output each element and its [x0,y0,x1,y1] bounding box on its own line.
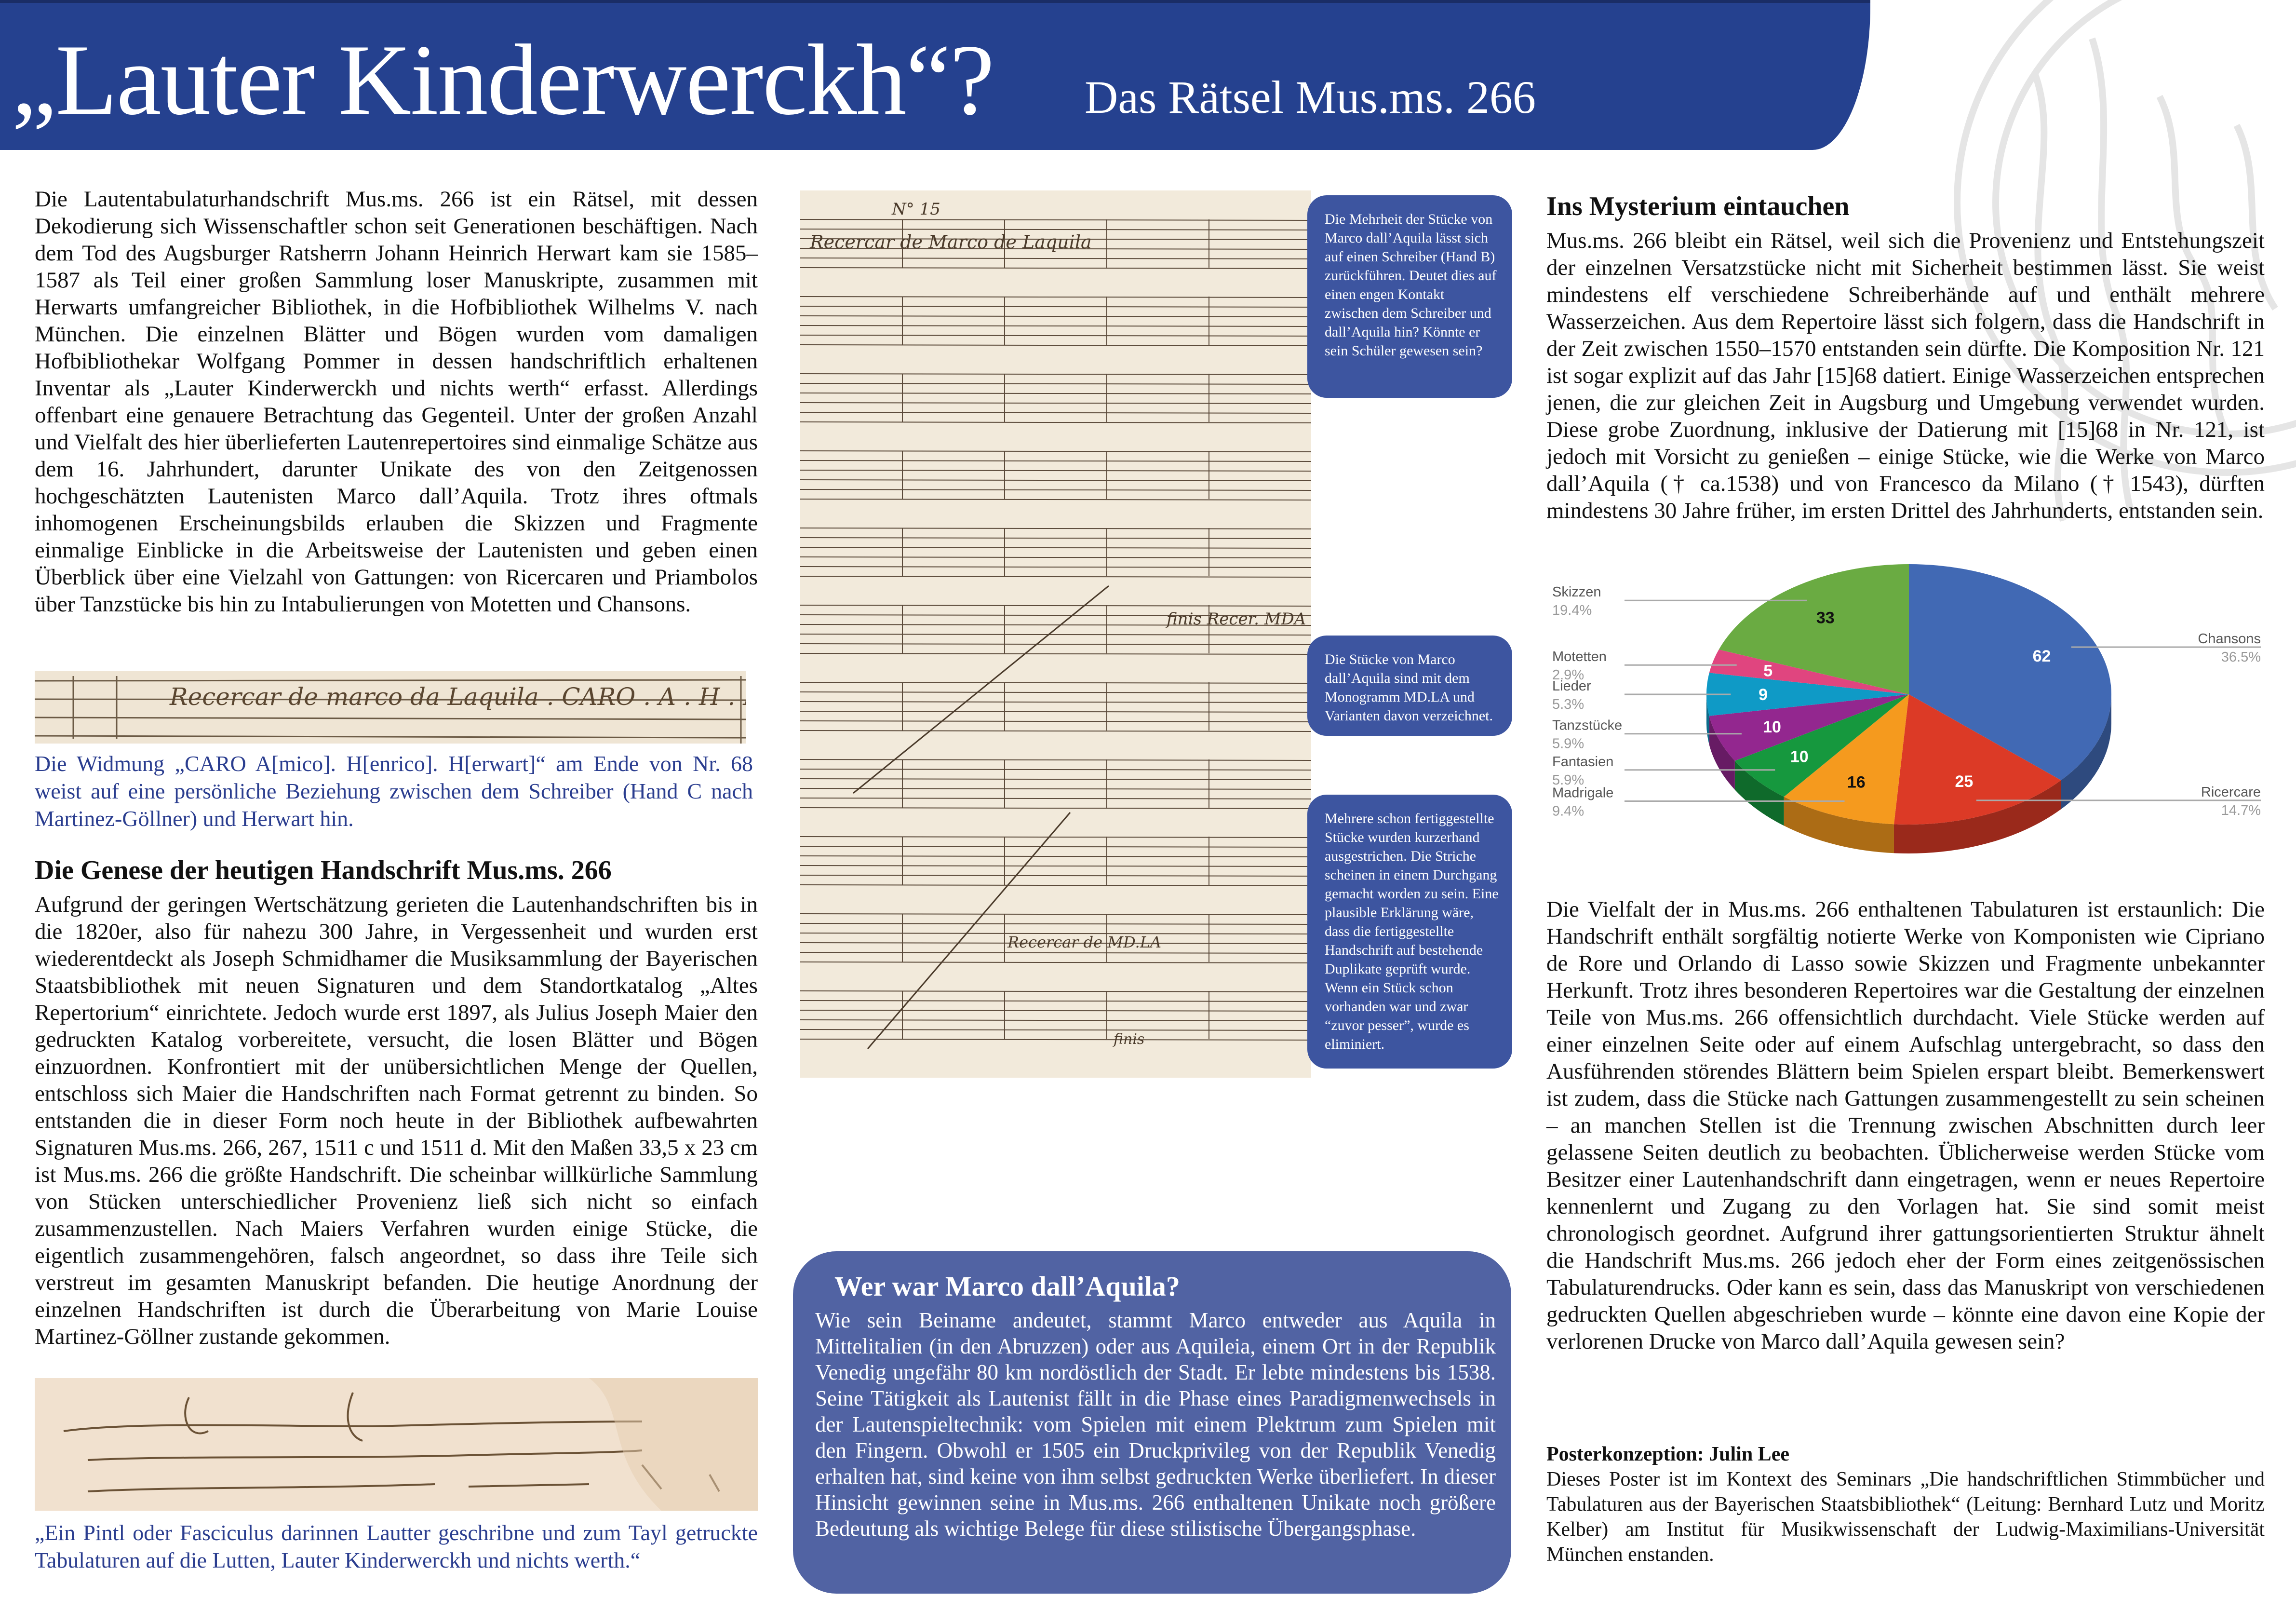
staff-line [800,1039,1311,1040]
manuscript-heading-text: Recercar de Marco de Laquila [810,231,1092,253]
mysterium-paragraph: Mus.ms. 266 bleibt ein Rätsel, weil sich die Provenienz und Entstehungszeit der einzelnen Versatzstücke nicht mit Sicherheit bestimmen lässt. Sie weist mindestens elf verschiedene Schreiberhände auf und enthält mehrere Wasserzeichen. Aus dem Repertoire lässt sich folgern, dass die Handschrift in der Zeit zwischen 1550–1570 entstanden sein dürfte. Die Komposition Nr. 121 ist sogar explizit auf das Jahr [15]68 datiert. Einige Wasserzeichen entsprechen jenen, die zur gleichen Zeit in Augsburg und Umgebung verwendet wurden. Diese grobe Zuordnung, inklusive der Datierung mit [15]68 in Nr. 121, ist jedoch mit Vorsicht zu genießen – einige Stücke, wie die Werke von Marco dall’Aquila († ca.1538) und von Francesco da Milano († 1543), dürften mindestens 30 Jahre früher, im ersten Drittel des Jahrhunderts, entstanden sein. [1546,228,2265,523]
pie-category-label: Chansons [2198,631,2261,647]
callout-hand-b: Die Mehrheit der Stücke von Marco dall’Aquila lässt sich auf einen Schreiber (Hand B) zurückführen. Deutet dies auf einen engen Kontakt zwischen dem Schreiber und dall’Aquila hin? Könnte er sein Schüler gewesen sein? [1307,195,1512,398]
staff-line [800,325,1311,326]
staff-line [800,576,1311,577]
staff-line [800,721,1311,722]
pie-value-label: 10 [1763,717,1781,736]
staff-line [800,258,1311,259]
staff-line [800,219,1311,220]
inventory-manuscript-image [35,1378,758,1511]
poster-title: „Lauter Kinderwerckh“? [12,24,994,136]
staff-line [800,837,1311,838]
staff-line [800,759,1311,760]
intro-paragraph: Die Lautentabulaturhandschrift Mus.ms. 266 ist ein Rätsel, mit dessen Dekodierung sich Wissenschaftler schon seit Generationen beschäftigen. Nach dem Tod des Augsburger Ratsherrn Johann Heinrich Herwart kam sie 1585–1587 als Teil einer großen Sammlung loser Manuskripte, zusammen mit Herwarts umfangreicher Bibliothek, in die Hofbibliothek Wilhelms V. nach München. Die einzelnen Blätter und Bögen wurden vom damaligen Hofbibliothekar Wolfgang Pommer in dessen handschriftlich erhaltenen Inventar als „Lauter Kinderwerckh und nichts werth“ erfasst. Allerdings offenbart eine genauere Betrachtung das Gegenteil. Unter der großen Anzahl und Vielfalt des hier überlieferten Lautenrepertoires sind einmalige Schätze aus dem 16. Jahrhundert, darunter Unikate des von den Zeitgenossen hochgeschätzten Lautenisten Marco dall’Aquila. Trotz ihres oftmals inhomogenen Erscheinungsbilds erlauben die Skizzen und Fragmente einmalige Einblicke in die Arbeitsweise der Lautenisten und geben einen Überblick über eine Vielzahl von Gattungen: von Ricercaren und Priambolos über Tanzstücke bis hin zu Intabulierungen von Motetten und Chansons. [35,187,758,617]
staff-line [800,885,1311,886]
staff-line [800,856,1311,857]
lute-tablature-manuscript-image [800,190,1311,1078]
mysterium-section [1546,190,2265,524]
pie-category-label: Lieder [1552,678,1591,694]
staff-line [800,335,1311,336]
staff-line [800,567,1311,568]
pie-value-label: 5 [1763,662,1773,680]
pie-percent-label: 36.5% [2221,650,2261,665]
callout-monogram: Die Stücke von Marco dall’Aquila sind mit dem Monogramm MD.LA und Varianten davon verzeichnet. [1307,636,1512,736]
staff-line [800,316,1311,317]
staff-line [800,229,1311,230]
intro-section [35,186,758,618]
staff-line [800,914,1311,915]
staff-line [800,345,1311,346]
pie-percent-label: 9.4% [1552,803,1584,819]
staff-line [800,412,1311,413]
dedication-manuscript-image [35,671,746,744]
pie-percent-label: 5.9% [1552,736,1584,752]
staff-line [800,403,1311,404]
staff-line [800,374,1311,375]
dedication-line-text: Recercar de marco da Laquila . CARO . A . H . HE [170,683,746,711]
pie-category-label: Madrigale [1552,785,1614,801]
marco-dallaquila-box [793,1251,1511,1594]
staff-line [800,489,1311,490]
genre-pie-chart [1538,555,2280,868]
staff-line [800,702,1311,703]
pie-category-label: Fantasien [1552,754,1614,770]
staff-line [800,875,1311,876]
pie-category-label: Skizzen [1552,584,1601,600]
staff-line [800,470,1311,471]
staff-line [800,779,1311,780]
staff-line [800,605,1311,606]
staff-line [800,788,1311,789]
pie-value-label: 16 [1847,773,1866,792]
staff-line [800,692,1311,693]
pie-category-label: Tanzstücke [1552,717,1623,733]
staff-line [800,480,1311,481]
marco-heading: Wer war Marco dall’Aquila? [834,1271,1180,1302]
inventory-caption: „Ein Pintl oder Fasciculus darinnen Lautter geschribne und zum Tayl getruckte Tabulaturen auf die Lutten, Lauter Kinderwerckh und nichts werth.“ [35,1520,758,1572]
staff-line [800,393,1311,394]
staff-line [800,1020,1311,1021]
pie-value-label: 9 [1759,686,1768,704]
finis-mark: finis [1114,1031,1145,1048]
pie-percent-label: 14.7% [2221,802,2261,818]
pie-percent-label: 5.3% [1552,697,1584,712]
monogram-mdla-2: Recercar de MD.LA [1007,933,1162,951]
pie-category-label: Motetten [1552,649,1607,665]
staff-line [800,557,1311,558]
staff-line [800,1010,1311,1011]
mysterium-heading: Ins Mysterium eintauchen [1546,191,1850,221]
staff-line [800,808,1311,809]
title-banner [0,0,1870,150]
staff-line [800,547,1311,548]
staff-line [800,923,1311,924]
staff-line [800,499,1311,500]
monogram-mdla-1: finis Recer. MDA [1167,609,1306,629]
genese-paragraph: Aufgrund der geringen Wertschätzung gerieten die Lautenhandschriften bis in die 1820er, also für nahezu 300 Jahre, in Vergessenheit und wurden erst wiederentdeckt als Joseph Schmidhamer die Musiksammlung der Bayerischen Staatsbibliothek mit neuen Signaturen und dem Standortkatalog „Altes Repertorium“ einrichtete. Jedoch wurde erst 1897, als Julius Joseph Maier den gedruckten Katalog vorbereitete, versucht, die losen Blätter und Bögen einzuordnen. Konfrontiert mit der unübersichtlichen Menge der Quellen, entschloss sich Maier die Handschriften nach Format getrennt zu binden. So entstanden die in dieser Form noch heute in der Bibliothek aufbewahrten Signaturen Mus.ms. 266, 267, 1511 c und 1511 d. Mit den Maßen 33,5 x 23 cm ist Mus.ms. 266 die größte Handschrift. Die scheinbar willkürliche Sammlung von Stücken unterschiedlicher Provenienz ließ sich nicht so einfach zusammenzustellen. Nach Maiers Verfahren wurden einige Stücke, die eigentlich zusammengehören, falsch angeordnet, so dass ihre Teile sich verstreut im gesamten Manuskript befanden. Die heutige Anordnung der einzelnen Handschriften ist durch die Überarbeitung von Marie Louise Martinez-Göllner zustande gekommen. [35,892,758,1349]
staff-line [800,653,1311,654]
credits-paragraph: Dieses Poster ist im Kontext des Seminars „Die handschriftlichen Stimmbücher und Tabulaturen aus der Bayerischen Staatsbibliothek“ (Leitung: Bernhard Lutz und Moritz Kelber) am Institut für Musikwissenschaft der Ludwig-Maximilians-Universität München enstanden. [1546,1468,2265,1566]
marco-paragraph: Wie sein Beiname andeutet, stammt Marco entweder aus Aquila in Mittelitalien (in den Abruzzen) oder aus Aquileia, einem Ort in der Republik Venedig ungefähr 80 km nordöstlich der Stadt. Er lebte mindestens bis 1538. Seine Tätigkeit als Lautenist fällt in die Phase eines Paradigmenwechsels in der Lautenspieltechnik: vom Spielen mit einem Plektrum zum Spielen mit den Fingern. Obwohl er 1505 ein Druckprivileg von der Republik Venedig erhalten hat, sind keine von ihm selbst gedruckten Werke überliefert. In dieser Hinsicht gewinnen seine in Mus.ms. 266 enthaltenen Unikate noch größere Bedeutung als wichtige Belege für diese stilistische Übergangsphase. [815,1308,1496,1541]
pie-percent-label: 19.4% [1552,603,1592,619]
staff-line [800,952,1311,953]
pie-percent-label: 2.9% [1552,667,1584,683]
pie-value-label: 10 [1790,747,1809,766]
staff-line [800,268,1311,269]
staff-line [800,769,1311,770]
genese-section [35,854,758,1350]
poster-subtitle: Das Rätsel Mus.ms. 266 [1085,71,1536,123]
callout-struck-pieces: Mehrere schon fertiggestellte Stücke wurden kurzerhand ausgestrichen. Die Striche scheinen in einem Durchgang gemacht worden zu sein. Eine plausible Erklärung wäre, dass die fertiggestellte Handschrift auf bestehende Duplikate geprüft wurde. Wenn ein Stück schon vorhanden war und zwar “zuvor pesser”, wurde es eliminiert. [1307,795,1512,1069]
staff-line [800,383,1311,384]
pie-category-label: Ricercare [2201,784,2261,800]
staff-line [800,528,1311,529]
credits-section [1546,1442,2265,1567]
staff-line [800,991,1311,992]
staff-line [800,798,1311,799]
dedication-caption: Die Widmung „CARO A[mico]. H[enrico]. H[erwart]“ am Ende von Nr. 68 weist auf eine persönliche Beziehung zwischen dem Schreiber (Hand C nach Martinez-Göllner) und Herwart hin. [35,751,753,831]
pie-value-label: 25 [1955,772,1974,791]
staff-line [800,644,1311,645]
staff-line [800,460,1311,461]
pie-value-label: 62 [2032,647,2051,665]
genese-heading: Die Genese der heutigen Handschrift Mus.ms. 266 [35,855,612,885]
staff-line [800,451,1311,452]
staff-line [800,846,1311,847]
credits-heading: Posterkonzeption: Julin Lee [1546,1443,1789,1465]
vielfalt-paragraph: Die Vielfalt der in Mus.ms. 266 enthaltenen Tabulaturen ist erstaunlich: Die Handschrift enthält sorgfältig notierte Werke von Komponisten wie Cipriano de Rore und Orlando di Lasso sowie Skizzen und Fragmente unbekannter Herkunft. Trotz ihres besonderen Repertoires war die Gestaltung der einzelnen Teile von Mus.ms. 266 offensichtlich durchdacht. Viele Stücke werden auf einer einzelnen Seite oder auf einem Aufschlag untergebracht, so dass den Ausführenden störendes Blättern beim Spielen erspart bleibt. Bemerkenswert ist zudem, dass die Stücke nach Gattungen zusammengestellt zu sein scheinen – an manchen Stellen ist die Trennung zwischen Abschnitten durch leer gelassene Seiten deutlich zu beobachten. Üblicherweise werden Stücke vom Besitzer einer Lautenhandschrift dann eingetragen, wenn er neues Repertoire kennenlernt und Zugang zu den Vorlagen hat. Sie sind somit meist chronologisch geordnet. Aufgrund ihrer gattungsorientierten Struktur ähnelt die Handschrift Mus.ms. 266 jedoch eher der Form eines zeitgenössischen Tabulaturendrucks. Oder kann es sein, dass das Manuskript von verschiedenen gedruckten Quellen abgeschrieben wurde – könnte eine davon eine Kopie der verlorenen Drucke von Marco dall’Aquila gewesen sein? [1546,897,2265,1354]
staff-line [800,1029,1311,1030]
staff-line [800,634,1311,635]
staff-line [800,538,1311,539]
staff-line [800,422,1311,423]
pie-value-label: 33 [1816,609,1835,627]
staff-line [800,711,1311,712]
staff-line [800,682,1311,683]
folio-number: N° 15 [892,200,940,219]
vielfalt-section [1546,896,2265,1355]
staff-line [800,962,1311,963]
pie-percent-label: 5.9% [1552,772,1584,788]
staff-line [800,297,1311,298]
staff-line [800,306,1311,307]
